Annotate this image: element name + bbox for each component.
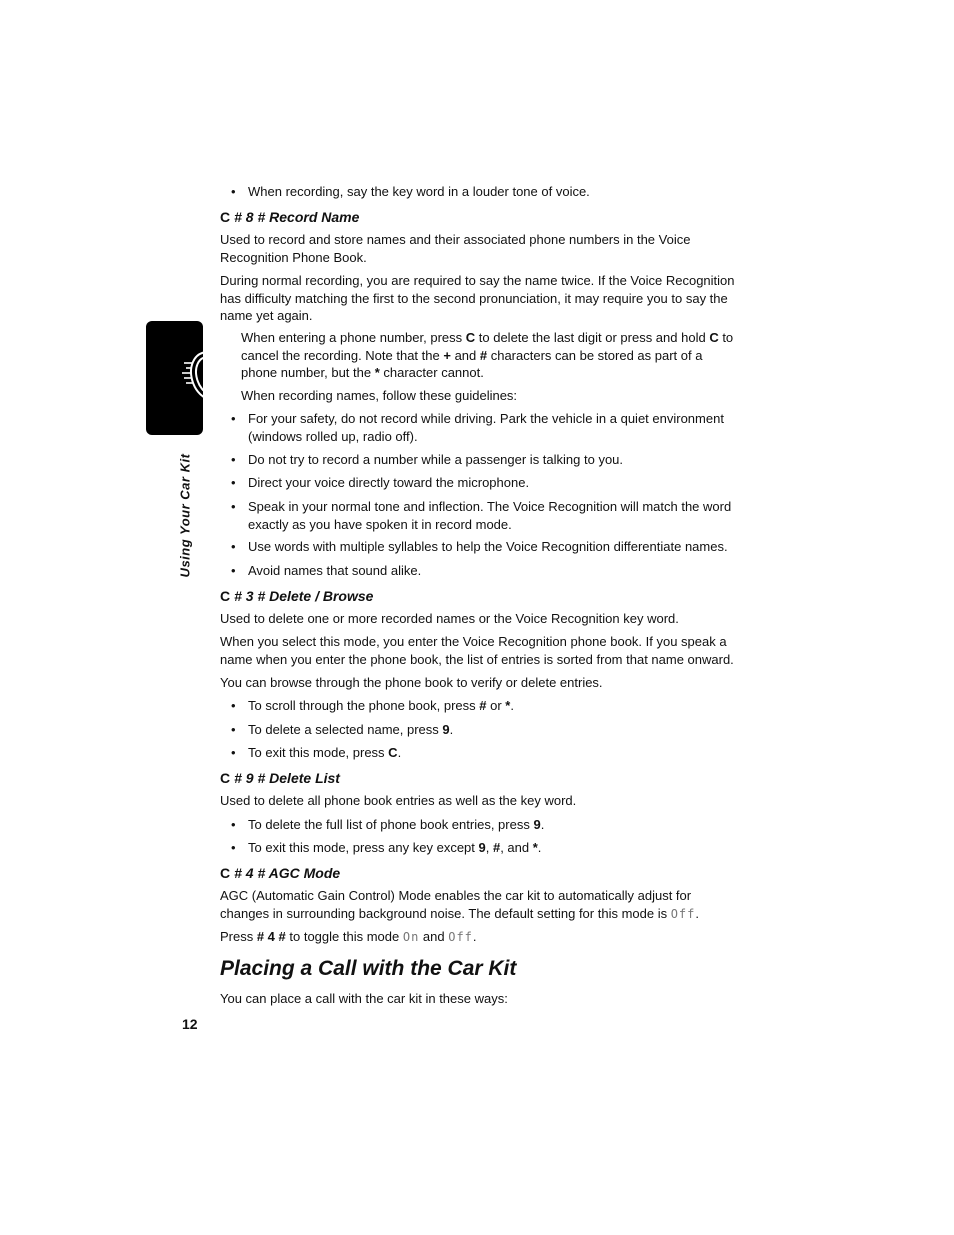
- agc-mode-p1: AGC (Automatic Gain Control) Mode enables the car kit to automatically adjust for changes in surrounding background noise. The default setting for this mode is Off.: [220, 888, 700, 921]
- record-name-note: When entering a phone number, press C to delete the last digit or press and hold C to cancel the recording. Note that the + and # characters can be stored as part of a phone number, but the * character cannot.: [241, 330, 734, 380]
- list-item: To scroll through the phone book, press # or *.: [248, 698, 514, 713]
- delete-browse-p1: Used to delete one or more recorded names or the Voice Recognition key word.: [220, 611, 679, 626]
- guideline-item: For your safety, do not record while driving. Park the vehicle in a quiet environment (windows rolled up, radio off).: [248, 411, 724, 444]
- record-name-p2: During normal recording, you are required to say the name twice. If the Voice Recognition has difficulty matching the first to the second pronunciation, it may require you to say the name yet again.: [220, 273, 735, 323]
- c-key-icon: C: [220, 209, 231, 225]
- agc-mode-p2: Press # 4 # to toggle this mode On and Off.: [220, 929, 477, 944]
- bullet-mark: •: [231, 184, 236, 199]
- intro-bullet: When recording, say the key word in a louder tone of voice.: [248, 184, 590, 199]
- section-heading-agc-mode: C # 4 # AGC Mode: [220, 865, 341, 881]
- delete-browse-p2: When you select this mode, you enter the Voice Recognition phone book. If you speak a name when you enter the phone book, the list of entries is sorted from that name onward.: [220, 634, 734, 667]
- c-key-icon: C: [220, 865, 231, 881]
- record-name-p1: Used to record and store names and their associated phone numbers in the Voice Recognition Phone Book.: [220, 232, 691, 265]
- guideline-item: Use words with multiple syllables to help the Voice Recognition differentiate names.: [248, 539, 728, 554]
- section-heading-delete-browse: C # 3 # Delete / Browse: [220, 588, 374, 604]
- section-heading-record-name: C # 8 # Record Name: [220, 209, 360, 225]
- list-item: To exit this mode, press any key except 9, #, and *.: [248, 840, 542, 855]
- delete-browse-p3: You can browse through the phone book to verify or delete entries.: [220, 675, 603, 690]
- list-item: To delete a selected name, press 9.: [248, 722, 454, 737]
- guideline-item: Do not try to record a number while a passenger is talking to you.: [248, 452, 624, 467]
- c-key-icon: C: [220, 588, 231, 604]
- placing-call-p1: You can place a call with the car kit in these ways:: [220, 991, 508, 1006]
- guideline-item: Avoid names that sound alike.: [248, 563, 422, 578]
- section-title: Placing a Call with the Car Kit: [220, 957, 517, 980]
- delete-list-p1: Used to delete all phone book entries as well as the key word.: [220, 793, 577, 808]
- list-item: To exit this mode, press C.: [248, 745, 402, 760]
- phone-icon: [146, 321, 203, 435]
- page-number: 12: [182, 1016, 198, 1032]
- guidelines-intro: When recording names, follow these guidelines:: [241, 388, 518, 403]
- side-tab-label: Using Your Car Kit: [177, 453, 193, 578]
- c-key-icon: C: [220, 770, 231, 786]
- guideline-item: Speak in your normal tone and inflection. The Voice Recognition will match the word exactly as you have spoken it in record mode.: [248, 499, 732, 532]
- list-item: To delete the full list of phone book entries, press 9.: [248, 817, 545, 832]
- section-heading-delete-list: C # 9 # Delete List: [220, 770, 340, 786]
- guideline-item: Direct your voice directly toward the microphone.: [248, 475, 530, 490]
- section-tab: [146, 321, 203, 435]
